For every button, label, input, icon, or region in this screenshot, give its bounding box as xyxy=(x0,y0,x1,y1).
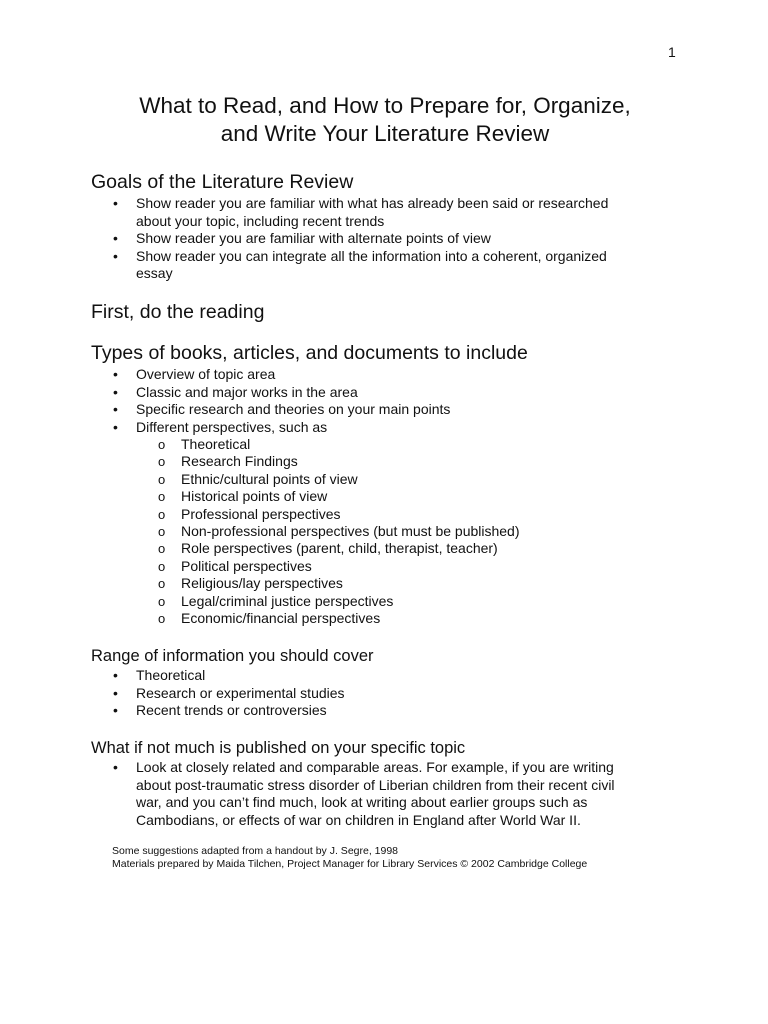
types-section xyxy=(91,342,691,627)
not-much-section xyxy=(91,738,691,829)
item-line: Theoretical xyxy=(136,667,206,683)
sub-item-label: Legal/criminal justice perspectives xyxy=(181,592,394,609)
sub-marker: o xyxy=(158,489,166,505)
document-title xyxy=(60,92,710,148)
sub-item-label: Ethnic/cultural points of view xyxy=(181,470,358,487)
range-list xyxy=(91,667,691,720)
item-line: Overview of topic area xyxy=(136,366,276,382)
sub-item-label: Non-professional perspectives (but must be published) xyxy=(181,523,520,540)
sub-marker: o xyxy=(158,558,166,574)
list-item xyxy=(91,230,691,248)
item-line: Specific research and theories on your main points xyxy=(136,401,451,417)
list-item xyxy=(91,759,691,829)
item-line: essay xyxy=(136,265,173,281)
item-line: about your topic, including recent trends xyxy=(136,212,385,229)
sub-list-item xyxy=(91,523,691,540)
not-much-heading: What if not much is published on your specific topic xyxy=(91,739,466,757)
item-line: war, and you can’t find much, look at writing about earlier groups such as xyxy=(136,794,588,810)
list-item xyxy=(91,248,691,283)
item-line: Show reader you are familiar with what has already been said or researched xyxy=(136,195,609,211)
footnote-line: Materials prepared by Maida Tilchen, Project Manager for Library Services © 2002 Cambridge College xyxy=(112,858,588,870)
list-item xyxy=(91,702,691,720)
not-much-list xyxy=(91,759,691,829)
sub-marker: o xyxy=(158,471,166,487)
item-line: Classic and major works in the area xyxy=(136,383,358,400)
bullet-marker: • xyxy=(113,684,118,701)
range-section xyxy=(91,646,691,720)
sub-list-item xyxy=(91,575,691,592)
bullet-marker: • xyxy=(113,247,118,264)
first-reading-heading: First, do the reading xyxy=(91,301,265,323)
list-item xyxy=(91,195,691,230)
footnote xyxy=(112,845,672,871)
sub-list-item xyxy=(91,453,691,470)
sub-marker: o xyxy=(158,541,166,557)
footnote-line: Some suggestions adapted from a handout by J. Segre, 1998 xyxy=(112,845,399,857)
title-line-2: and Write Your Literature Review xyxy=(220,121,550,146)
sub-marker: o xyxy=(158,454,166,470)
list-item xyxy=(91,384,691,402)
bullet-marker: • xyxy=(113,195,118,211)
sub-item-label: Political perspectives xyxy=(181,557,312,574)
types-heading: Types of books, articles, and documents to include xyxy=(91,342,528,364)
sub-list-item xyxy=(91,506,691,523)
item-line: Look at closely related and comparable areas. For example, if you are writing xyxy=(136,759,614,775)
sub-marker: o xyxy=(158,506,166,522)
item-line: about post-traumatic stress disorder of Liberian children from their recent civil xyxy=(136,776,615,793)
sub-list-item xyxy=(91,488,691,505)
bullet-marker: • xyxy=(113,383,118,400)
sub-item-label: Economic/financial perspectives xyxy=(181,610,381,627)
item-line: Recent trends or controversies xyxy=(136,702,327,718)
bullet-marker: • xyxy=(113,401,118,417)
sub-item-label: Professional perspectives xyxy=(181,505,341,522)
sub-item-label: Theoretical xyxy=(181,436,251,452)
sub-marker: o xyxy=(158,437,166,452)
sub-item-label: Religious/lay perspectives xyxy=(181,575,343,592)
list-item xyxy=(91,419,691,437)
bullet-marker: • xyxy=(113,366,118,382)
sub-marker: o xyxy=(158,576,166,592)
title-line-1: What to Read, and How to Prepare for, Organize, xyxy=(139,93,631,118)
types-list xyxy=(91,366,691,436)
bullet-marker: • xyxy=(113,230,118,246)
sub-list-item xyxy=(91,540,691,557)
sub-list-item xyxy=(91,558,691,575)
item-line: Cambodians, or effects of war on children in England after World War II. xyxy=(136,811,581,828)
bullet-marker: • xyxy=(113,418,118,435)
sub-marker: o xyxy=(158,524,166,540)
sub-marker: o xyxy=(158,611,166,627)
list-item xyxy=(91,366,691,384)
sub-marker: o xyxy=(158,593,166,609)
sub-list-item xyxy=(91,593,691,610)
first-reading-section xyxy=(91,301,691,323)
range-heading: Range of information you should cover xyxy=(91,647,374,665)
sub-item-label: Research Findings xyxy=(181,453,298,470)
item-line: Show reader you can integrate all the information into a coherent, organized xyxy=(136,247,607,264)
sub-list-item xyxy=(91,436,691,453)
item-line: Research or experimental studies xyxy=(136,684,345,701)
item-line: Different perspectives, such as xyxy=(136,418,328,435)
sub-item-label: Historical points of view xyxy=(181,488,328,505)
goals-section xyxy=(91,171,691,283)
goals-heading: Goals of the Literature Review xyxy=(91,171,354,193)
bullet-marker: • xyxy=(113,759,118,775)
perspectives-sublist xyxy=(91,436,691,627)
bullet-marker: • xyxy=(113,667,118,683)
list-item xyxy=(91,667,691,685)
list-item xyxy=(91,401,691,419)
bullet-marker: • xyxy=(113,702,118,718)
goals-list xyxy=(91,195,691,283)
page-number: 1 xyxy=(668,44,676,60)
item-line: Show reader you are familiar with alternate points of view xyxy=(136,230,491,246)
list-item xyxy=(91,685,691,703)
sub-list-item xyxy=(91,471,691,488)
sub-list-item xyxy=(91,610,691,627)
sub-item-label: Role perspectives (parent, child, therapist, teacher) xyxy=(181,540,498,557)
